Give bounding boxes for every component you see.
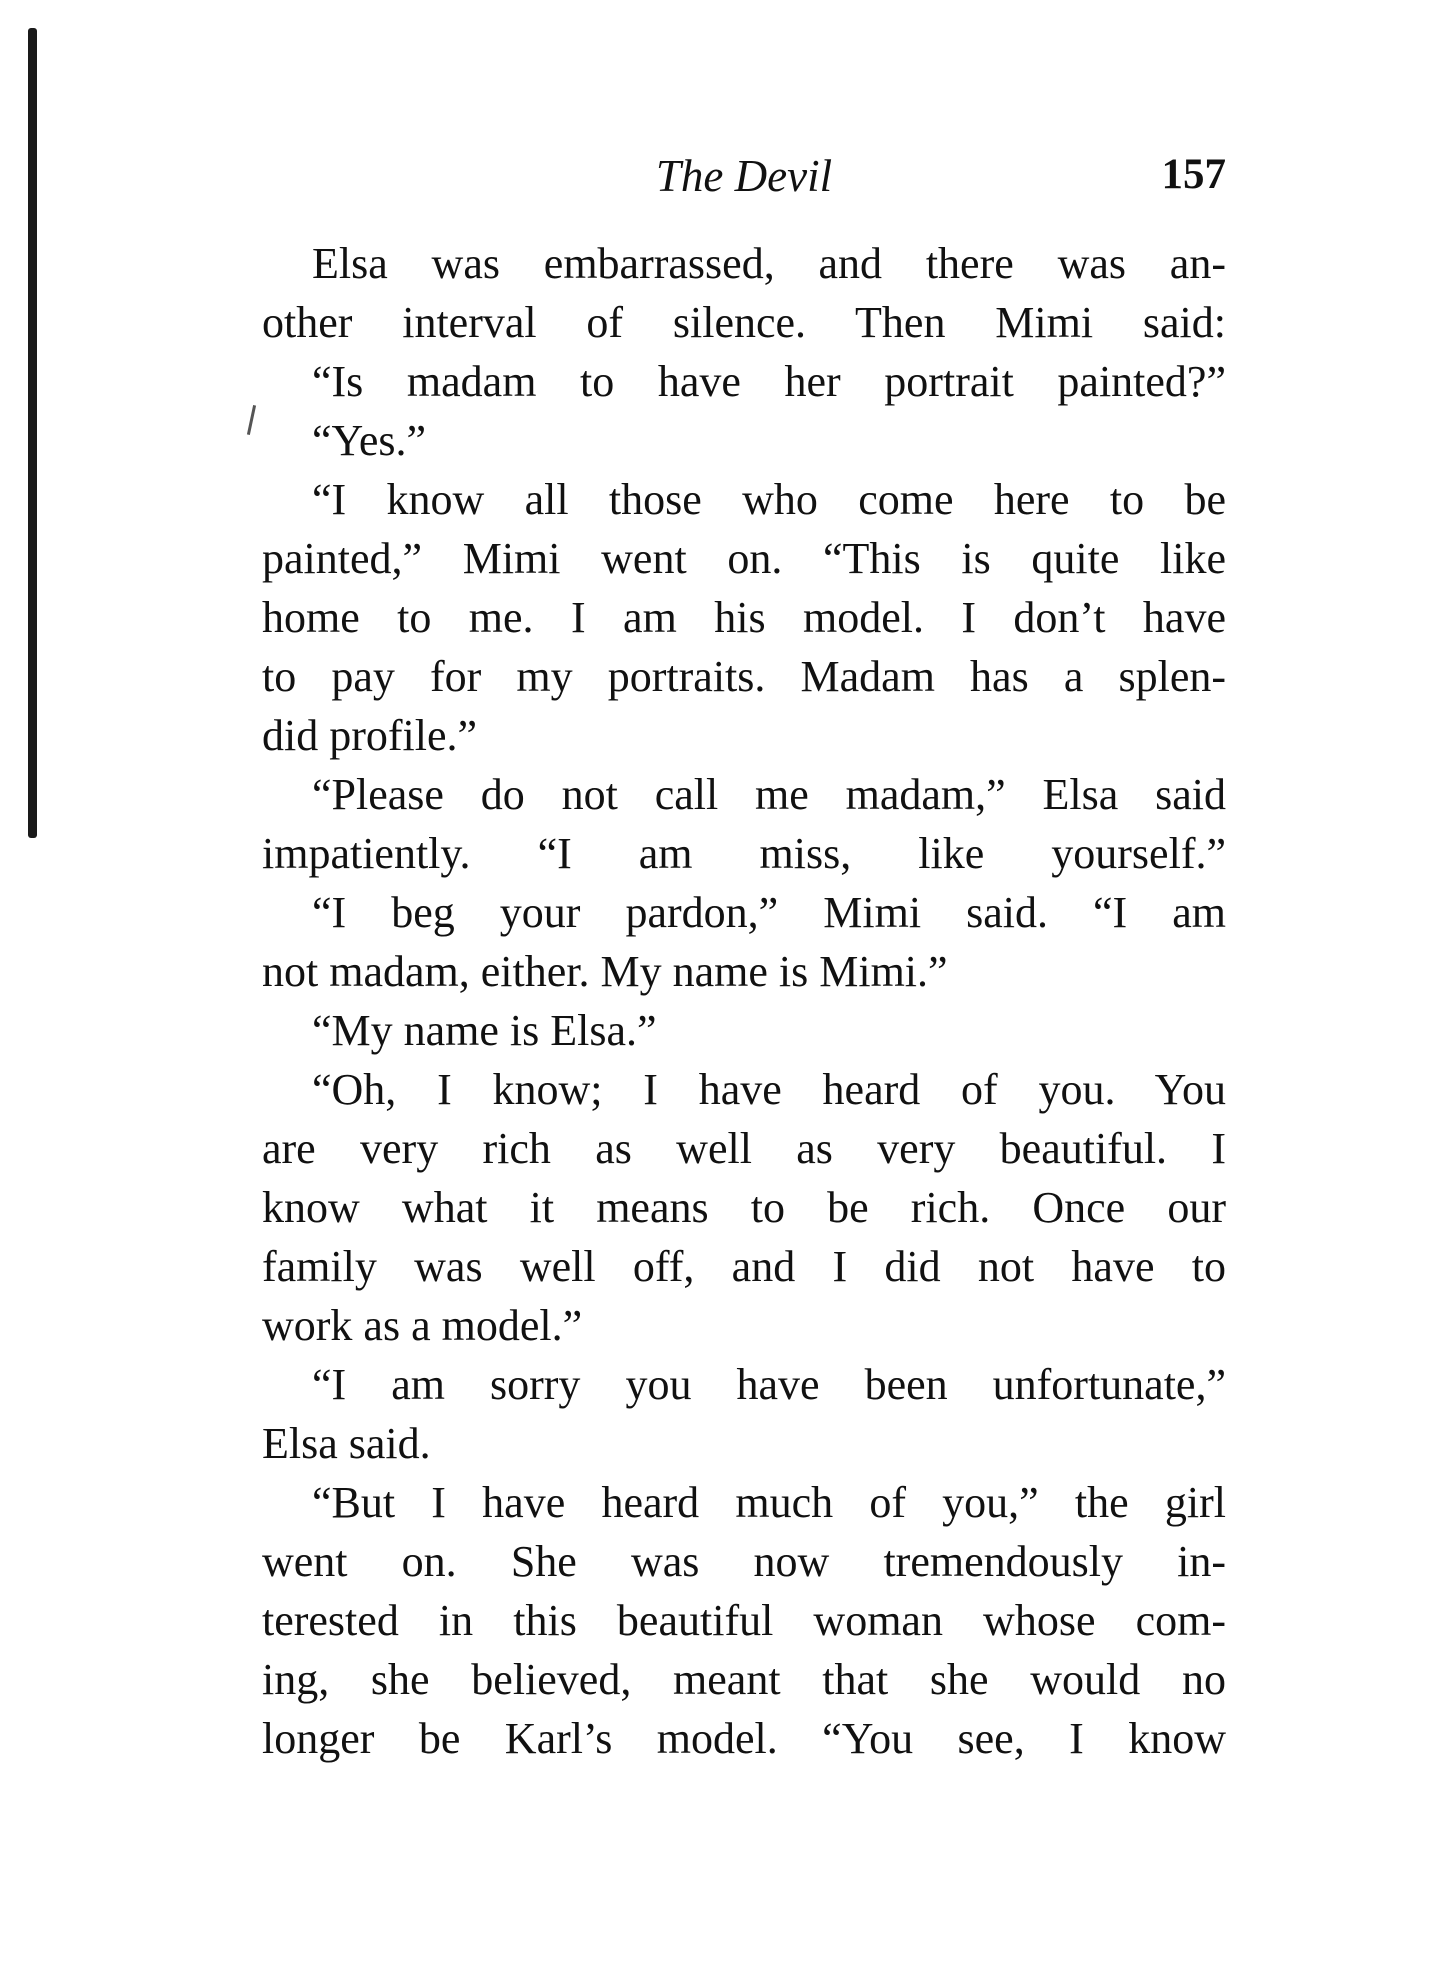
text-line: home to me. I am his model. I don’t have bbox=[262, 593, 1226, 642]
text-line: impatiently. “I am miss, like yourself.” bbox=[262, 829, 1226, 878]
text-line: to pay for my portraits. Madam has a splen- bbox=[262, 652, 1226, 701]
scan-mark bbox=[247, 405, 256, 435]
text-line: Elsa was embarrassed, and there was an- bbox=[312, 239, 1226, 288]
text-line: “Oh, I know; I have heard of you. You bbox=[312, 1065, 1226, 1114]
text-line: “Is madam to have her portrait painted?” bbox=[312, 357, 1226, 406]
text-line: are very rich as well as very beautiful. I bbox=[262, 1124, 1226, 1173]
text-line: Elsa said. bbox=[262, 1419, 431, 1468]
text-line: “Please do not call me madam,” Elsa said bbox=[312, 770, 1226, 819]
body-text bbox=[262, 234, 1226, 1768]
running-head bbox=[262, 150, 1226, 210]
text-line: painted,” Mimi went on. “This is quite like bbox=[262, 534, 1226, 583]
text-line: “I know all those who come here to be bbox=[312, 475, 1226, 524]
text-line: “I am sorry you have been unfortunate,” bbox=[312, 1360, 1226, 1409]
text-line: longer be Karl’s model. “You see, I know bbox=[262, 1714, 1226, 1763]
text-line: other interval of silence. Then Mimi said: bbox=[262, 298, 1226, 347]
scan-edge-shadow bbox=[28, 28, 37, 838]
text-line: work as a model.” bbox=[262, 1301, 583, 1350]
text-line: “I beg your pardon,” Mimi said. “I am bbox=[312, 888, 1226, 937]
text-line: “Yes.” bbox=[312, 416, 427, 465]
text-line: not madam, either. My name is Mimi.” bbox=[262, 947, 948, 996]
text-line: know what it means to be rich. Once our bbox=[262, 1183, 1226, 1232]
chapter-title: The Devil bbox=[655, 151, 833, 201]
text-line: did profile.” bbox=[262, 711, 478, 760]
text-line: family was well off, and I did not have to bbox=[262, 1242, 1226, 1291]
text-line: “But I have heard much of you,” the girl bbox=[312, 1478, 1226, 1527]
text-line: “My name is Elsa.” bbox=[312, 1006, 657, 1055]
page-number: 157 bbox=[1161, 151, 1226, 198]
text-line: ing, she believed, meant that she would no bbox=[262, 1655, 1226, 1704]
text-line: terested in this beautiful woman whose com- bbox=[262, 1596, 1226, 1645]
text-line: went on. She was now tremendously in- bbox=[262, 1537, 1226, 1586]
